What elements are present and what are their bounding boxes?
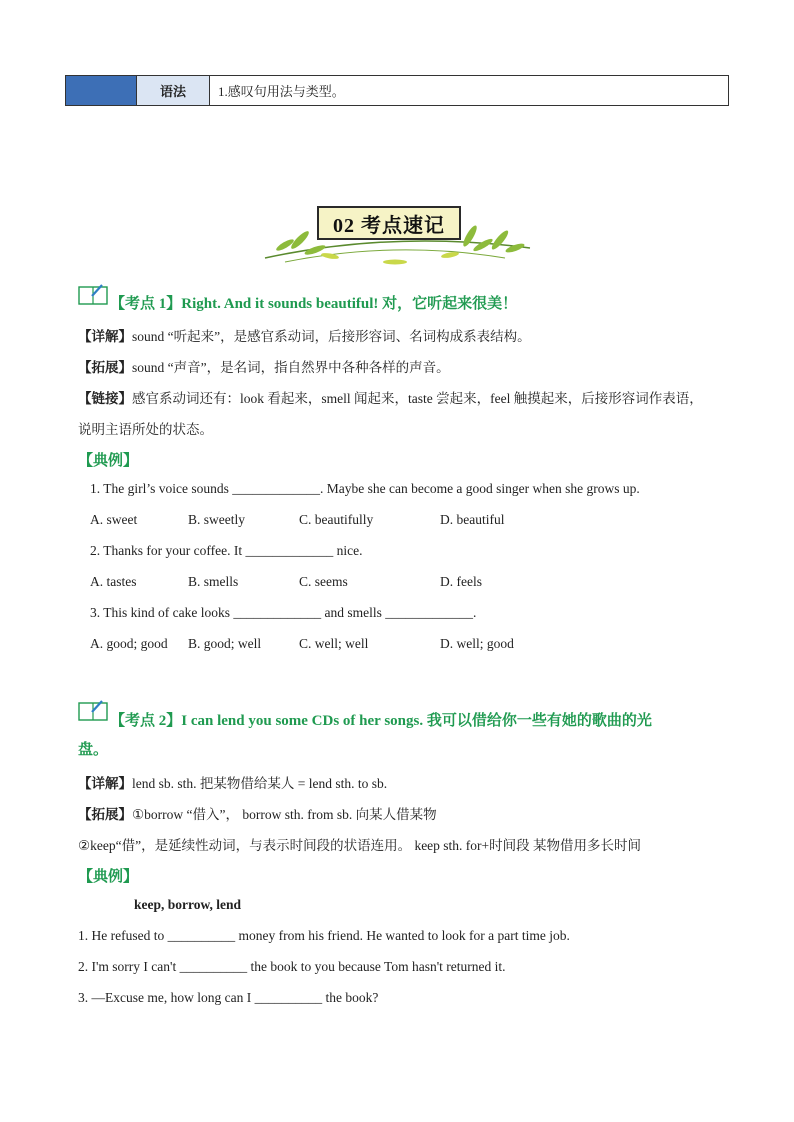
kp1-q2-opt-d: D. feels xyxy=(440,574,482,589)
kp1-link xyxy=(78,387,703,407)
kp2-q1: 1. He refused to __________ money from his friend. He wanted to look for a part time job. xyxy=(78,928,570,943)
kp2-title: 【考点 2】I can lend you some CDs of her songs. 我可以借给你一些有她的歌曲的光 xyxy=(110,713,652,729)
kp1-detail-tag: 【详解】 xyxy=(78,329,132,344)
kp2-detail-text: lend sb. sth. 把某物借给某人 = lend sth. to sb. xyxy=(132,776,388,791)
kp1-detail-text: sound “听起来”，是感官系动词，后接形容词、名词构成系表结构。 xyxy=(132,329,531,344)
kp2-detail-tag: 【详解】 xyxy=(78,776,132,791)
kp1-q1-opt-d: D. beautiful xyxy=(440,512,505,527)
banner-title: 02 考点速记 xyxy=(317,206,461,240)
kp1-q3: 3. This kind of cake looks _____________ and smells _____________. xyxy=(90,605,477,620)
kp1-q1-opt-a: A. sweet xyxy=(90,512,138,527)
kp1-q3-opt-b: B. good; well xyxy=(188,636,262,651)
kp1-q2: 2. Thanks for your coffee. It _____________ nice. xyxy=(90,543,363,558)
kp1-q2-opt-c: C. seems xyxy=(299,574,348,589)
kp1-link-line2: 说明主语所处的状态。 xyxy=(78,422,213,437)
kp2-q3: 3. —Excuse me, how long can I __________ the book? xyxy=(78,990,379,1005)
kp2-q2: 2. I'm sorry I can't __________ the book to you because Tom hasn't returned it. xyxy=(78,959,506,974)
kp1-q3-opt-a: A. good; good xyxy=(90,636,168,651)
kp1-q2-opt-b: B. smells xyxy=(188,574,239,589)
table-cell-category: 语法 xyxy=(137,76,210,105)
kp2-example-label: 【典例】 xyxy=(78,869,139,885)
kp2-extend xyxy=(78,803,437,823)
book-pencil-icon xyxy=(78,283,108,305)
kp1-q1-opt-c: C. beautifully xyxy=(299,512,374,527)
kp1-detail xyxy=(78,325,531,345)
book-pencil-icon xyxy=(78,699,108,721)
kp2-detail xyxy=(78,772,387,792)
kp1-extend-text: sound “声音”，是名词，指自然界中各种各样的声音。 xyxy=(132,360,450,375)
kp1-title: 【考点 1】Right. And it sounds beautiful! 对，它听起来很美！ xyxy=(110,296,518,312)
kp1-q3-opt-d: D. well; good xyxy=(440,636,514,651)
kp1-example-label: 【典例】 xyxy=(78,453,139,469)
kp1-q1-opt-b: B. sweetly xyxy=(188,512,245,527)
kp2-extend-text: ①borrow “借入”， borrow sth. from sb. 向某人借某物 xyxy=(132,807,437,822)
kp1-extend xyxy=(78,356,450,376)
table-cell-content: 1.感叹句用法与类型。 xyxy=(218,84,345,99)
kp1-q3-opt-c: C. well; well xyxy=(299,636,369,651)
kp1-link-text: 感官系动词还有：look 看起来，smell 闻起来，taste 尝起来，feel 触摸起来，后接形容词作表语， xyxy=(132,391,703,406)
kp2-title-line2: 盘。 xyxy=(78,742,109,758)
section-banner xyxy=(255,200,535,270)
summary-table xyxy=(65,75,729,106)
kp1-extend-tag: 【拓展】 xyxy=(78,360,132,375)
kp2-word-bank: keep, borrow, lend xyxy=(134,897,242,912)
kp1-q1: 1. The girl’s voice sounds _____________. Maybe she can become a good singer when she grows up. xyxy=(90,481,640,496)
kp2-extend-tag: 【拓展】 xyxy=(78,807,132,822)
table-cell-blank xyxy=(66,76,137,105)
kp1-link-tag: 【链接】 xyxy=(78,391,132,406)
kp2-keep-line: ②keep“借”，是延续性动词，与表示时间段的状语连用。 keep sth. for+时间段 某物借用多长时间 xyxy=(78,838,642,853)
kp1-q2-opt-a: A. tastes xyxy=(90,574,137,589)
